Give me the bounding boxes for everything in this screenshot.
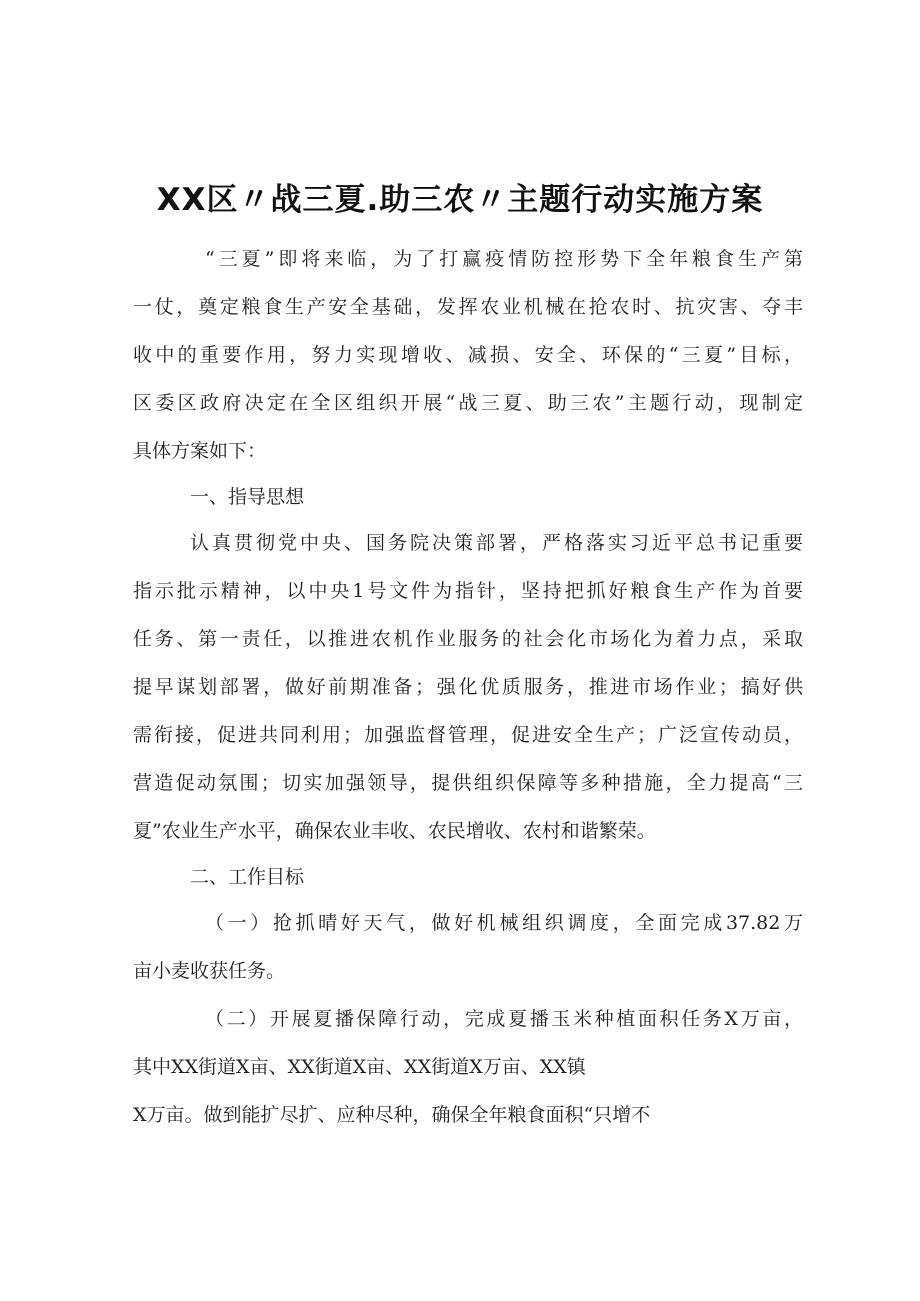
goal-item-2-line: 其中XX街道X亩、XX街道X亩、XX街道X万亩、XX镇	[133, 1056, 586, 1078]
goal-item-1-line: （一）抢抓晴好天气，做好机械组织调度，全面完成37.82万	[205, 912, 803, 934]
section1-line: 夏”农业生产水平，确保农业丰收、农民增收、农村和谐繁荣。	[133, 820, 656, 842]
intro-line: 区委区政府决定在全区组织开展“战三夏、助三农”主题行动，现制定	[133, 392, 803, 414]
document-title: XX区〃战三夏.助三农〃主题行动实施方案	[156, 182, 764, 218]
section1-line: 需衔接，促进共同利用；加强监督管理，促进安全生产；广泛宣传动员，	[133, 724, 803, 746]
section-heading-work-goals: 二、工作目标	[190, 866, 305, 888]
section1-line: 认真贯彻党中央、国务院决策部署，严格落实习近平总书记重要	[190, 532, 803, 554]
section1-line: 提早谋划部署，做好前期准备；强化优质服务，推进市场作业；搞好供	[133, 676, 803, 698]
section1-line: 任务、第一责任，以推进农机作业服务的社会化市场化为着力点，采取	[133, 628, 803, 650]
intro-line: “三夏”即将来临，为了打赢疫情防控形势下全年粮食生产第	[205, 248, 803, 270]
intro-line: 收中的重要作用，努力实现增收、减损、安全、环保的“三夏”目标，	[133, 344, 803, 366]
intro-line: 具体方案如下：	[133, 440, 267, 462]
goal-item-2-line: X万亩。做到能扩尽扩、应种尽种，确保全年粮食面积“只增不	[133, 1104, 651, 1126]
intro-line: 一仗，奠定粮食生产安全基础，发挥农业机械在抢农时、抗灾害、夺丰	[133, 296, 803, 318]
goal-item-2-line: （二）开展夏播保障行动，完成夏播玉米种植面积任务X万亩，	[205, 1008, 803, 1030]
goal-item-1-line: 亩小麦收获任务。	[133, 960, 286, 982]
section-heading-guiding-thought: 一、指导思想	[190, 486, 305, 508]
section1-line: 指示批示精神，以中央1号文件为指针，坚持把抓好粮食生产作为首要	[133, 580, 803, 602]
section1-line: 营造促动氛围；切实加强领导，提供组织保障等多种措施，全力提高“三	[133, 772, 803, 794]
